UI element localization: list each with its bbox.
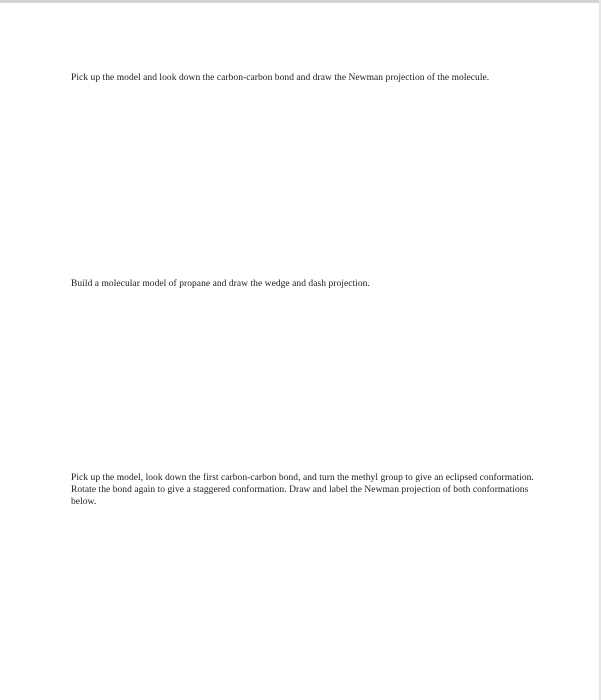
instruction-build-propane-model: Build a molecular model of propane and draw the wedge and dash projection. (71, 279, 370, 289)
top-divider (0, 0, 601, 3)
instruction-eclipsed-staggered-conformations: Pick up the model, look down the first carbon-carbon bond, and turn the methyl group to give an eclipsed conformation. Rotate the bond again to give a staggered conformation. Draw and label the Newman projection of both conformations below. (71, 473, 534, 507)
instruction-newman-projection: Pick up the model and look down the carbon-carbon bond and draw the Newman projection of the molecule. (71, 73, 490, 83)
